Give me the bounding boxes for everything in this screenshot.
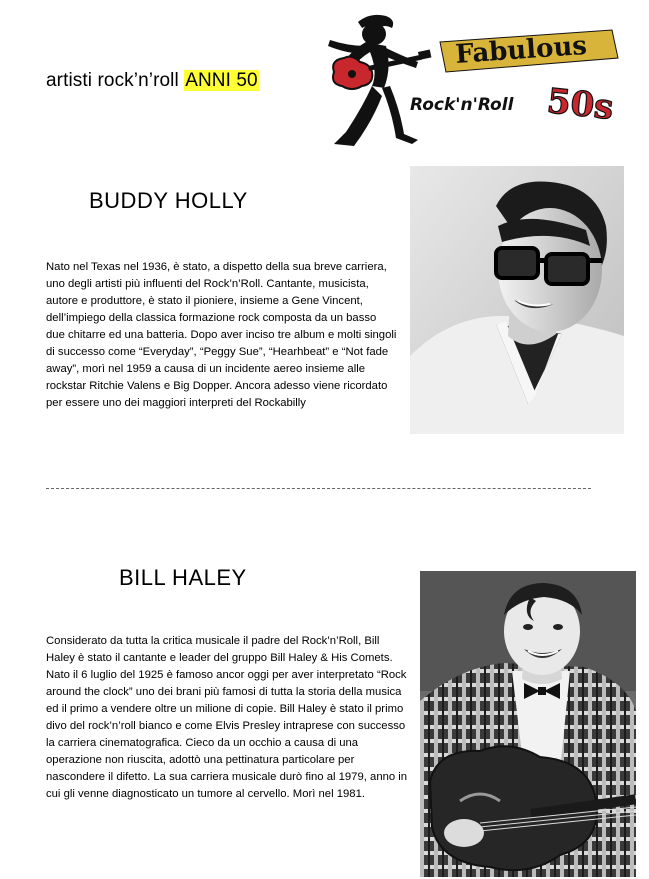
buddy-holly-photo bbox=[410, 166, 624, 434]
logo-50s-text: 50s bbox=[545, 81, 616, 128]
section-divider bbox=[46, 488, 591, 489]
artist-bio-bill-haley: Considerato da tutta la critica musicale il padre del Rock’n’Roll, Bill Haley è stato il cantante e leader del gruppo Bill Haley & His Comets. Nato il 6 luglio del 1925 è famoso ancor oggi per aver interpretato “Rock around the clock” uno dei brani più famosi di tutta la storia della musica ed il primo a vendere oltre un milione di copie. Bill Haley è stato il primo divo del rock’n’roll bianco e come Elvis Presley intraprese con successo la carriera cinematografica. Cieco da un occhio a causa di una operazione non riuscita, adottò una pettinatura particolare per nascondere il difetto. La sua carriera musicale durò fino al 1979, anno in cui gli venne diagnosticato un tumore al cervello. Morì nel 1981. bbox=[46, 635, 408, 800]
logo-fabulous-text: Fabulous bbox=[454, 30, 588, 70]
logo-rocknroll-text: Rock'n'Roll bbox=[410, 95, 514, 115]
artist-name-bill-haley: BILL HALEY bbox=[119, 565, 247, 590]
fabulous-50s-logo bbox=[322, 12, 622, 148]
artist-bio-buddy-holly: Nato nel Texas nel 1936, è stato, a dispetto della sua breve carriera, uno degli artisti più influenti del Rock’n’Roll. Cantante, musicista, autore e produttore, è stato il pioniere, insieme a Gene Vincent, dell’impiego della classica formazione rock composta da un basso due chitarre ed una batteria. Dopo aver inciso tre album e molti singoli di successo come “Everyday”, “Peggy Sue”, “Hearhbeat” e “Not fade away”, morì nel 1959 a causa di un incidente aereo insieme alle rockstar Ritchie Valens e Big Dopper. Ancora adesso viene ricordato per essere uno dei maggiori interpreti del Rockabilly bbox=[46, 261, 397, 409]
artist-name-buddy-holly: BUDDY HOLLY bbox=[89, 188, 248, 213]
bill-haley-photo bbox=[420, 571, 636, 877]
guitarist-silhouette-icon bbox=[328, 15, 431, 146]
page-title-text: artisti rock’n’roll bbox=[46, 70, 185, 91]
page-title bbox=[46, 70, 259, 92]
page-title-highlight: ANNI 50 bbox=[185, 70, 258, 91]
